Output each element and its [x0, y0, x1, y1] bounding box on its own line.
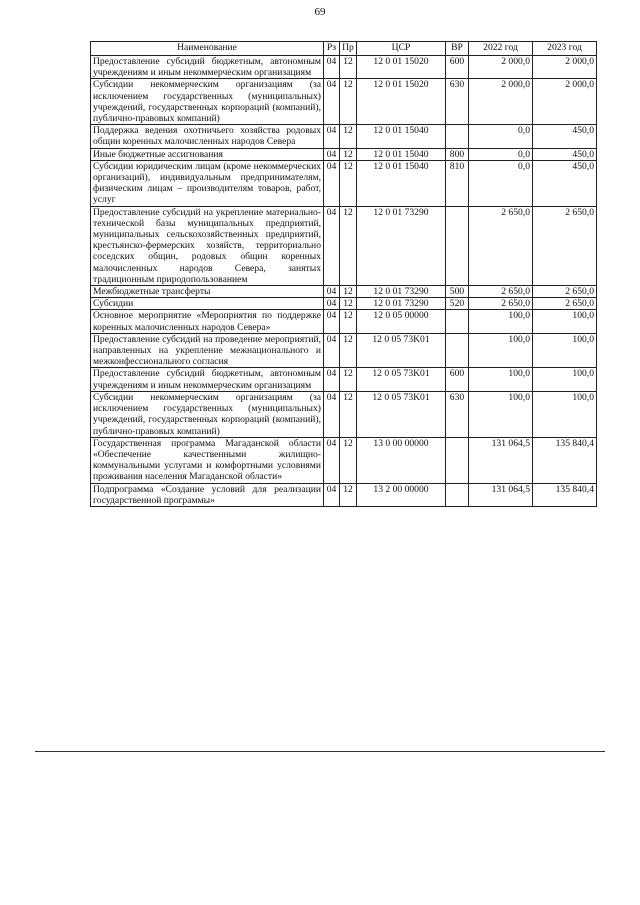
row-2022: 2 650,0 — [469, 286, 533, 298]
col-header-vr: ВР — [446, 42, 469, 56]
row-csr: 12 0 01 15040 — [357, 148, 446, 160]
row-rz: 04 — [324, 483, 340, 506]
table-row — [91, 286, 597, 298]
row-name: Иные бюджетные ассигнования — [91, 148, 324, 160]
row-2023: 2 000,0 — [533, 56, 597, 79]
row-name: Субсидии юридическим лицам (кроме некоммерческих организаций), индивидуальным предпринимателям, физическим лицам – производителям товаров, работ, услуг — [91, 160, 324, 206]
row-rz: 04 — [324, 298, 340, 310]
row-vr: 630 — [446, 79, 469, 125]
col-header-2022: 2022 год — [469, 42, 533, 56]
row-2023: 2 650,0 — [533, 286, 597, 298]
table-row — [91, 391, 597, 437]
row-vr — [446, 483, 469, 506]
row-vr: 600 — [446, 56, 469, 79]
row-rz: 04 — [324, 79, 340, 125]
row-name: Подпрограмма «Создание условий для реализации государственной программы» — [91, 483, 324, 506]
table-row — [91, 368, 597, 391]
page-number: 69 — [314, 6, 326, 18]
row-name: Межбюджетные трансферты — [91, 286, 324, 298]
row-pr: 12 — [340, 79, 357, 125]
row-pr: 12 — [340, 333, 357, 368]
row-csr: 12 0 01 15040 — [357, 125, 446, 148]
row-2022: 2 650,0 — [469, 298, 533, 310]
table-row — [91, 333, 597, 368]
row-2023: 450,0 — [533, 160, 597, 206]
row-csr: 13 2 00 00000 — [357, 483, 446, 506]
col-header-pr: Пр — [340, 42, 357, 56]
row-name: Предоставление субсидий бюджетным, автономным учреждениям и иным некоммерческим организациям — [91, 368, 324, 391]
col-header-rz: Рз — [324, 42, 340, 56]
row-2023: 135 840,4 — [533, 437, 597, 483]
row-2022: 0,0 — [469, 125, 533, 148]
row-2022: 100,0 — [469, 310, 533, 333]
table-row — [91, 483, 597, 506]
row-2022: 100,0 — [469, 368, 533, 391]
row-name: Основное мероприятие «Мероприятия по поддержке коренных малочисленных народов Севера» — [91, 310, 324, 333]
row-2023: 100,0 — [533, 391, 597, 437]
col-header-2023: 2023 год — [533, 42, 597, 56]
row-2022: 131 064,5 — [469, 483, 533, 506]
row-rz: 04 — [324, 286, 340, 298]
budget-table — [90, 41, 597, 507]
row-name: Поддержка ведения охотничьего хозяйства родовых общин коренных малочисленных народов Севера — [91, 125, 324, 148]
row-vr: 500 — [446, 286, 469, 298]
row-vr: 630 — [446, 391, 469, 437]
row-csr: 12 0 01 73290 — [357, 206, 446, 285]
row-vr — [446, 125, 469, 148]
row-rz: 04 — [324, 160, 340, 206]
col-header-csr: ЦСР — [357, 42, 446, 56]
row-name: Субсидии некоммерческим организациям (за исключением государственных (муниципальных) учреждений, государственных корпораций (компаний), публично-правовых компаний) — [91, 79, 324, 125]
row-rz: 04 — [324, 310, 340, 333]
row-csr: 12 0 01 73290 — [357, 298, 446, 310]
row-csr: 13 0 00 00000 — [357, 437, 446, 483]
col-header-name: Наименование — [91, 42, 324, 56]
row-2023: 100,0 — [533, 333, 597, 368]
row-pr: 12 — [340, 310, 357, 333]
row-rz: 04 — [324, 56, 340, 79]
row-vr — [446, 333, 469, 368]
table-row — [91, 125, 597, 148]
row-csr: 12 0 05 73K01 — [357, 368, 446, 391]
row-rz: 04 — [324, 391, 340, 437]
row-name: Государственная программа Магаданской области «Обеспечение качественными жилищно-коммунальными услугами и комфортными условиями проживания населения Магаданской области» — [91, 437, 324, 483]
row-csr: 12 0 01 15040 — [357, 160, 446, 206]
row-vr: 800 — [446, 148, 469, 160]
row-vr: 600 — [446, 368, 469, 391]
row-pr: 12 — [340, 298, 357, 310]
table-row — [91, 160, 597, 206]
row-2022: 131 064,5 — [469, 437, 533, 483]
row-pr: 12 — [340, 437, 357, 483]
row-pr: 12 — [340, 286, 357, 298]
table-row — [91, 56, 597, 79]
row-csr: 12 0 01 73290 — [357, 286, 446, 298]
table-row — [91, 206, 597, 285]
row-pr: 12 — [340, 483, 357, 506]
table-row — [91, 310, 597, 333]
row-2023: 2 000,0 — [533, 79, 597, 125]
row-pr: 12 — [340, 206, 357, 285]
row-2023: 100,0 — [533, 368, 597, 391]
row-name: Предоставление субсидий на укрепление материально-технической базы муниципальных предприятий, муниципальных сельскохозяйственных предприятий, крестьянско-фермерских хозяйств, территориально соседских общин, родовых общин коренных малочисленных народов Севера, занятых традиционным природопользованием — [91, 206, 324, 285]
row-vr: 520 — [446, 298, 469, 310]
row-pr: 12 — [340, 160, 357, 206]
table-header-row — [91, 42, 597, 56]
row-name: Предоставление субсидий бюджетным, автономным учреждениям и иным некоммерческим организациям — [91, 56, 324, 79]
row-name: Предоставление субсидий на проведение мероприятий, направленных на укрепление межнационального и межконфессионального согласия — [91, 333, 324, 368]
row-2022: 0,0 — [469, 160, 533, 206]
row-pr: 12 — [340, 368, 357, 391]
row-rz: 04 — [324, 333, 340, 368]
row-2023: 450,0 — [533, 148, 597, 160]
row-rz: 04 — [324, 148, 340, 160]
row-2022: 2 000,0 — [469, 56, 533, 79]
row-2022: 0,0 — [469, 148, 533, 160]
row-vr — [446, 437, 469, 483]
row-vr — [446, 206, 469, 285]
row-2023: 135 840,4 — [533, 483, 597, 506]
row-rz: 04 — [324, 206, 340, 285]
row-vr: 810 — [446, 160, 469, 206]
row-2023: 450,0 — [533, 125, 597, 148]
row-rz: 04 — [324, 125, 340, 148]
row-2023: 100,0 — [533, 310, 597, 333]
row-csr: 12 0 05 73K01 — [357, 391, 446, 437]
row-name: Субсидии некоммерческим организациям (за исключением государственных (муниципальных) учреждений, государственных корпораций (компаний), публично-правовых компаний) — [91, 391, 324, 437]
row-2022: 100,0 — [469, 391, 533, 437]
table-row — [91, 148, 597, 160]
row-csr: 12 0 01 15020 — [357, 79, 446, 125]
row-2023: 2 650,0 — [533, 298, 597, 310]
row-rz: 04 — [324, 368, 340, 391]
row-name: Субсидии — [91, 298, 324, 310]
row-csr: 12 0 05 00000 — [357, 310, 446, 333]
table-row — [91, 79, 597, 125]
row-csr: 12 0 05 73K01 — [357, 333, 446, 368]
row-2023: 2 650,0 — [533, 206, 597, 285]
row-csr: 12 0 01 15020 — [357, 56, 446, 79]
table-row — [91, 437, 597, 483]
row-pr: 12 — [340, 148, 357, 160]
row-2022: 100,0 — [469, 333, 533, 368]
row-2022: 2 650,0 — [469, 206, 533, 285]
row-vr — [446, 310, 469, 333]
row-pr: 12 — [340, 56, 357, 79]
row-pr: 12 — [340, 391, 357, 437]
page-divider — [35, 751, 605, 752]
table-row — [91, 298, 597, 310]
row-2022: 2 000,0 — [469, 79, 533, 125]
row-pr: 12 — [340, 125, 357, 148]
row-rz: 04 — [324, 437, 340, 483]
